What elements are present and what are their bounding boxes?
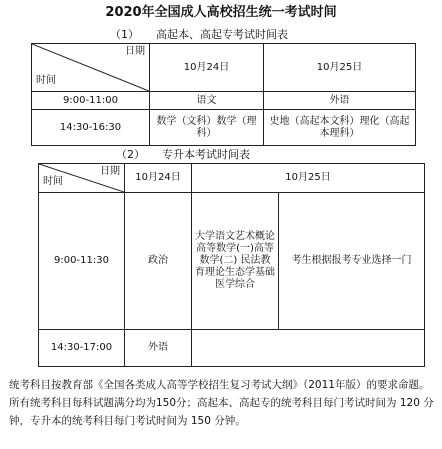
time-cell: 14:30-16:30	[32, 110, 150, 146]
table1-index: （1）	[110, 28, 139, 41]
table-high-school-schedule	[31, 43, 416, 146]
exam-note-paragraph: 统考科目按教育部《全国各类成人高等学校招生复习考试大纲》（2011年版）的要求命题。所有统考科目每科试题满分均为150分；高起本、高起专的统考科目每门考试时间为 120 分钟，专升本的统考科目每门考试时间为 150 分钟。	[9, 379, 434, 427]
subject-list-cell: 大学语文艺术概论高等数学(一)高等数学(二) 民法教育理论生态学基础医学综合	[192, 193, 279, 330]
empty-cell	[192, 330, 425, 367]
corner-time-label: 时间	[43, 176, 63, 187]
subject-cell: 数学（文科）数学（理科）	[150, 110, 264, 146]
table2-caption-text: 专升本考试时间表	[162, 148, 250, 161]
subject-cell: 政治	[125, 193, 192, 330]
subject-note-cell: 考生根据报考专业选择一门	[279, 193, 425, 330]
corner-date-label: 日期	[125, 46, 145, 57]
corner-time-label: 时间	[36, 75, 56, 86]
subject-cell: 外语	[125, 330, 192, 367]
corner-date-label: 日期	[100, 166, 120, 177]
table-row	[32, 110, 416, 146]
table2-caption	[116, 148, 250, 162]
date-header: 10月25日	[192, 164, 425, 193]
subject-cell: 外语	[264, 92, 416, 110]
corner-cell	[39, 164, 125, 193]
time-cell: 14:30-17:00	[39, 330, 125, 367]
time-cell: 9:00-11:00	[32, 92, 150, 110]
date-header: 10月25日	[264, 44, 416, 92]
date-header: 10月24日	[150, 44, 264, 92]
date-header: 10月24日	[125, 164, 192, 193]
table-header-row	[39, 164, 425, 193]
subject-cell: 语文	[150, 92, 264, 110]
subject-cell: 史地（高起本文科）理化（高起本理科）	[264, 110, 416, 146]
time-cell: 9:00-11:30	[39, 193, 125, 330]
table-header-row	[32, 44, 416, 92]
table-row	[32, 92, 416, 110]
corner-cell	[32, 44, 150, 92]
table-row	[39, 330, 425, 367]
table-upgrade-schedule	[38, 163, 425, 367]
table1-caption-text: 高起本、高起专考试时间表	[156, 28, 288, 41]
table2-index: （2）	[116, 148, 145, 161]
table1-caption	[110, 28, 288, 42]
page-title: 2020年全国成人高校招生统一考试时间	[105, 5, 337, 20]
table-row	[39, 193, 425, 330]
